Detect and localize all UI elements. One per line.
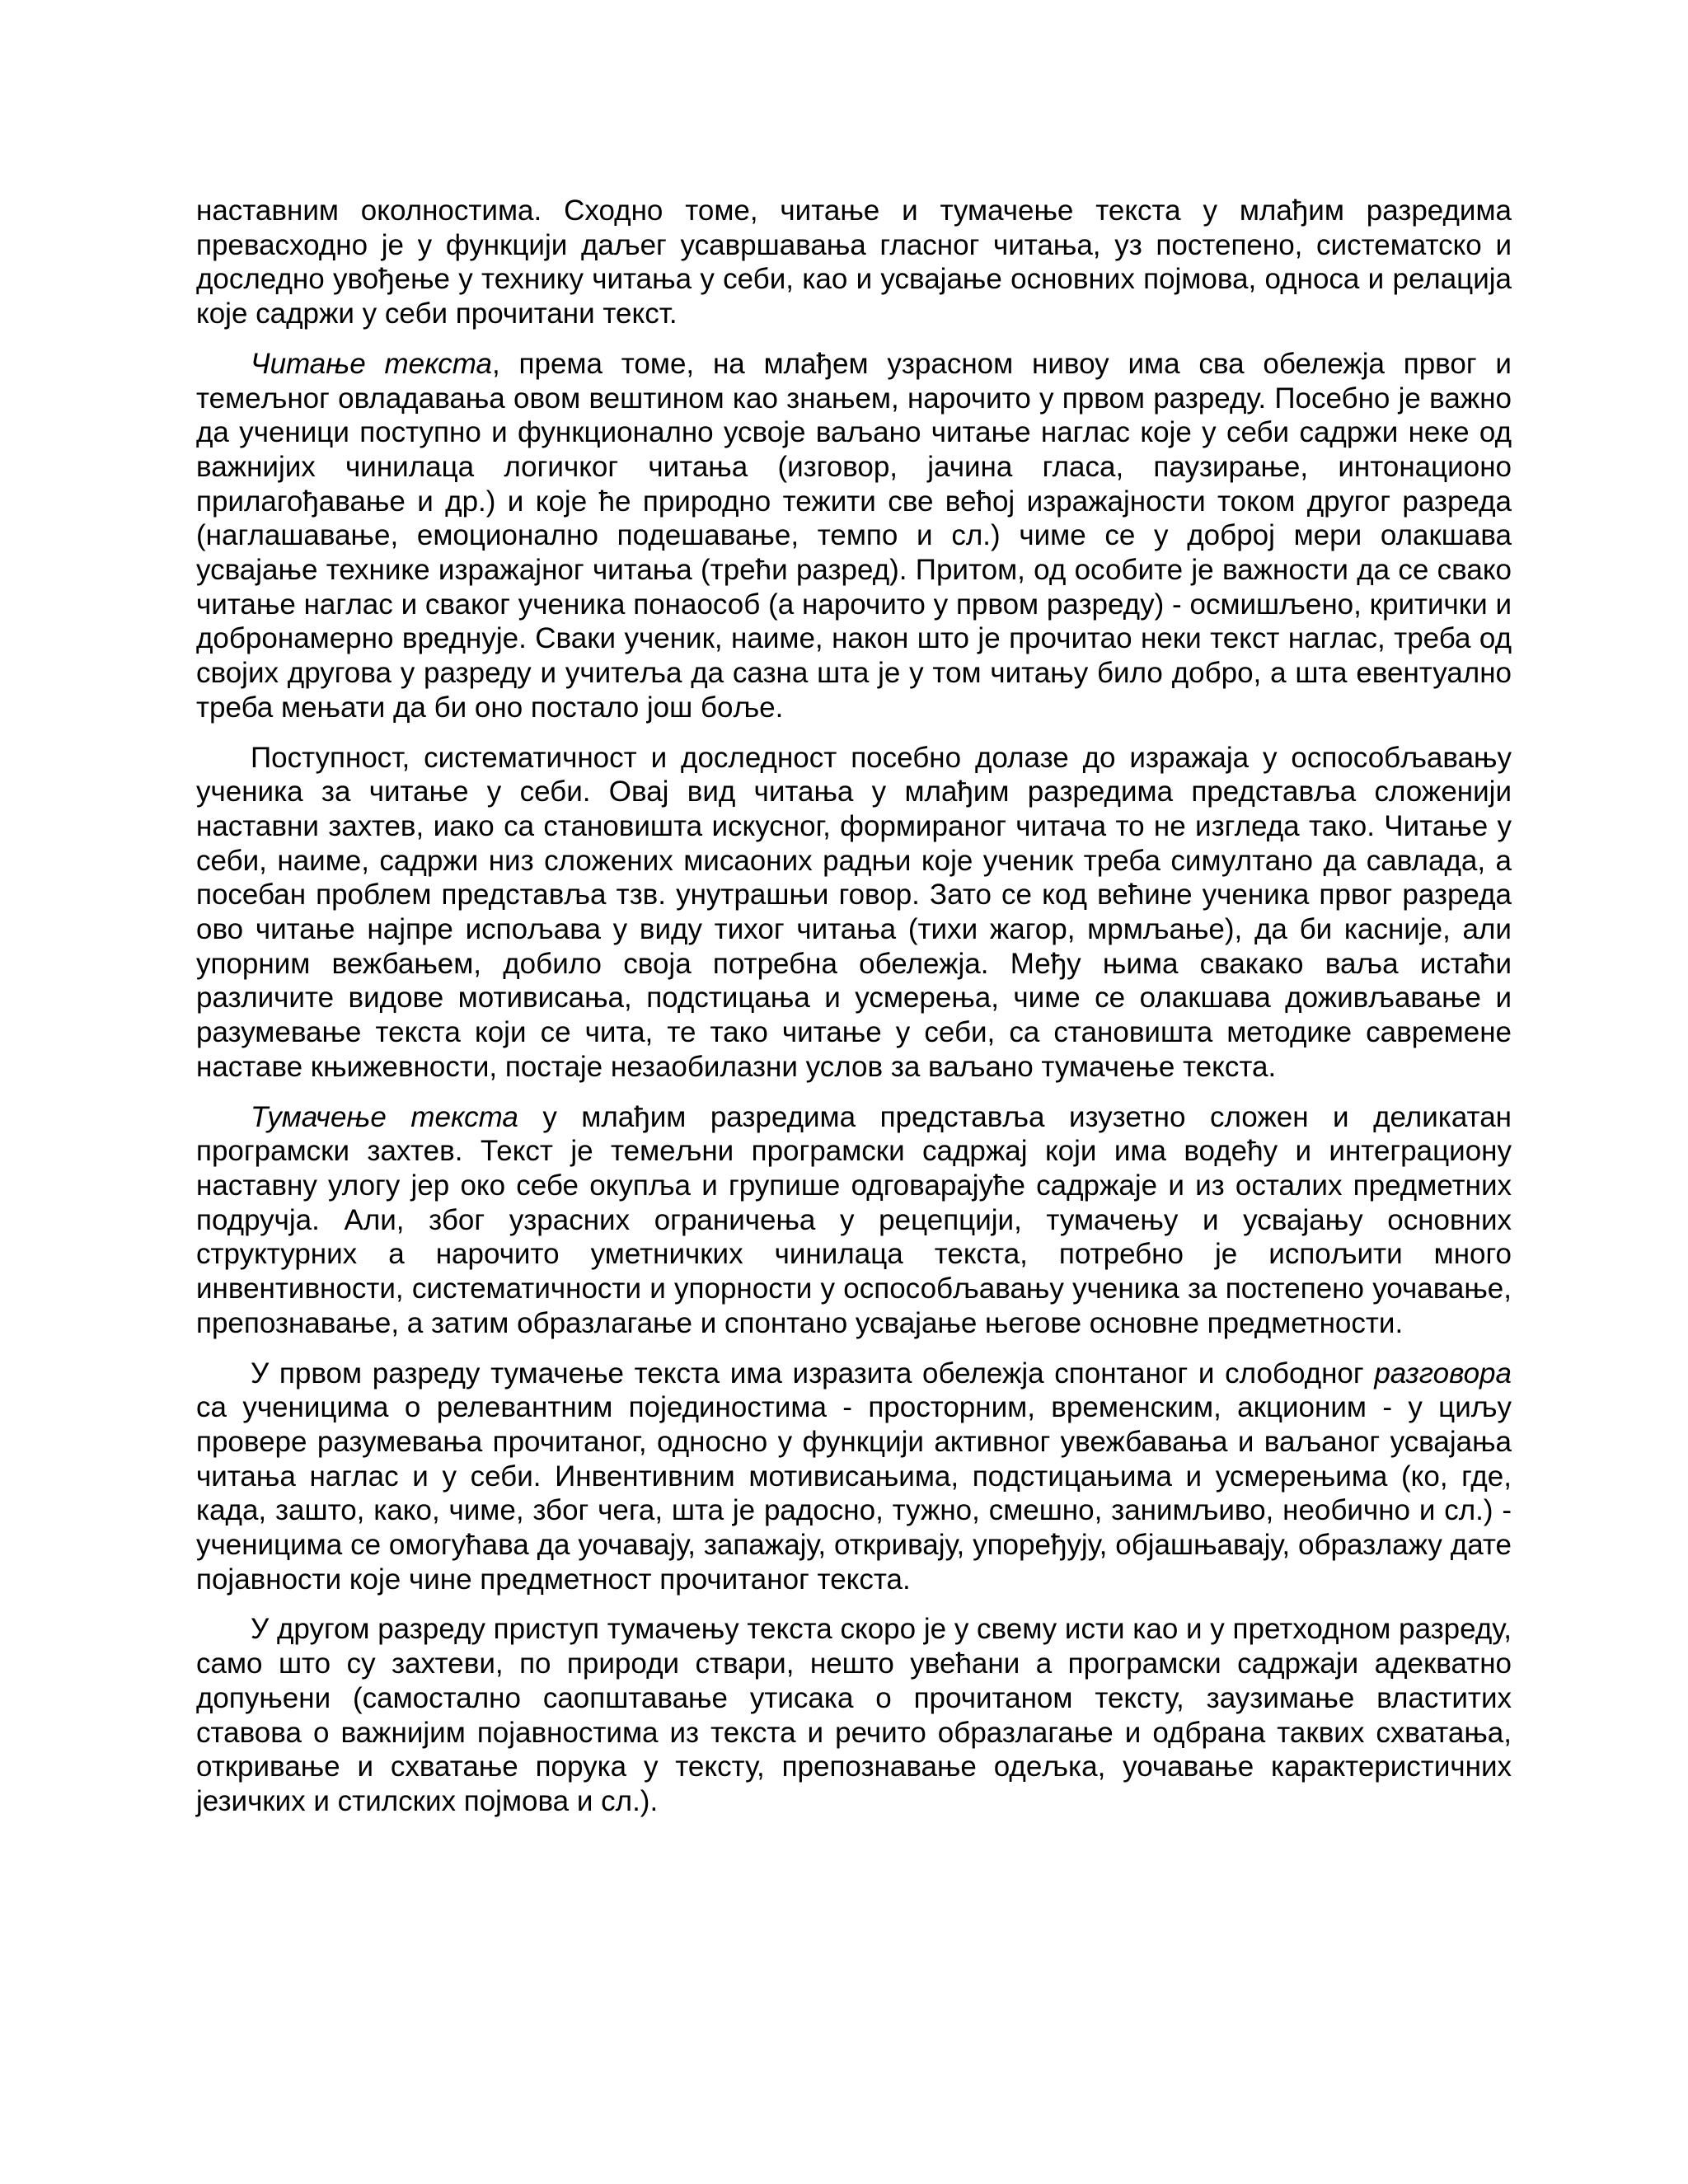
paragraph-5 [196,1357,1512,1597]
paragraph-5-text-a: У првом разреду тумачење текста има изразита обележја спонтаног и слободног [251,1357,1375,1390]
paragraph-3-text: Поступност, систематичност и доследност посебно долазе до изражаја у оспособљавању ученика за читање у себи. Овај вид читања у млађим разредима представља сложенији наставни захтев, иако са становишта искусног, формираног читача то не изгледа тако. Читање у себи, наиме, садржи низ сложених мисаоних радњи које ученик треба симултано да савлада, а посебан проблем представља тзв. унутрашњи говор. Зато се код већине ученика првог разреда ово читање најпре испољава у виду тихог читања (тихи жагор, мрмљање), да би касније, али упорним вежбањем, добило своја потребна обележја. Међу њима свакако ваља истаћи различите видове мотивисања, подстицања и усмерења, чиме се олакшава доживљавање и разумевање текста који се чита, те тако читање у себи, са становишта методике савремене наставе књижевности, постаје незаобилазни услов за ваљано тумачење текста. [196,741,1512,1083]
paragraph-4-text: у млађим разредима представља изузетно сложен и деликатан програмски захтев. Текст је темељни програмски садржај који има водећу и интеграциону наставну улогу јер око себе окупља и групише одговарајуће садржаје и из осталих предметних подручја. Али, због узрасних ограничења у рецепцији, тумачењу и усвајању основних структурних а нарочито уметничких чинилаца текста, потребно је испољити много инвентивности, систематичности и упорности у оспособљавању ученика за постепено уочавање, препознавање, а затим образлагање и спонтано усвајање његове основне предметности. [196,1100,1512,1339]
paragraph-4 [196,1100,1512,1341]
paragraph-1 [196,194,1512,331]
paragraph-2-text: , према томе, на млађем узрасном нивоу има сва обележја првог и темељног овладавања овом вештином као знањем, нарочито у првом разреду. Посебно је важно да ученици поступно и функционално усвоје ваљано читање наглас које у себи садржи неке од важнијих чинилаца логичког читања (изговор, јачина гласа, паузирање, интонационо прилагођавање и др.) и које ће природно тежити све већој изражајности током другог разреда (наглашавање, емоционално подешавање, темпо и сл.) чиме се у доброј мери олакшава усвајање технике изражајног читања (трећи разред). Притом, од особите је важности да се свако читање наглас и сваког ученика понаособ (а нарочито у првом разреду) - осмишљено, критички и добронамерно вреднује. Сваки ученик, наиме, након што је прочитао неки текст наглас, треба од својих другова у разреду и учитеља да сазна шта је у том читању било добро, а шта евентуално треба мењати да би оно постало још боље. [196,347,1512,724]
document-page [196,194,1512,1835]
paragraph-6 [196,1612,1512,1818]
paragraph-4-italic-term: Тумачење текста [251,1100,518,1133]
paragraph-5-italic-term: разговора [1374,1357,1512,1390]
paragraph-5-text-b: са ученицима о релевантним појединостима - просторним, временским, акционим - у циљу провере разумевања прочитаног, односно у функцији активног увежбавања и ваљаног усвајања читања наглас и у себи. Инвентивним мотивисањима, подстицањима и усмерењима (ко, где, када, зашто, како, чиме, због чега, шта је радосно, тужно, смешно, занимљиво, необично и сл.) - ученицима се омогућава да уочавају, запажају, откривају, упоређују, објашњавају, образлажу дате појавности које чине предметност прочитаног текста. [196,1391,1512,1596]
paragraph-1-text: наставним околностима. Сходно томе, читање и тумачење текста у млађим разредима превасходно је у функцији даљег усавршавања гласног читања, уз постепено, систематско и доследно увођење у технику читања у себи, као и усвајање основних појмова, односа и релација које садржи у себи прочитани текст. [196,194,1512,330]
paragraph-2 [196,347,1512,725]
paragraph-2-italic-term: Читање текста [251,347,492,380]
paragraph-3 [196,741,1512,1085]
paragraph-6-text: У другом разреду приступ тумачењу текста скоро је у свему исти као и у претходном разреду, само што су захтеви, по природи ствари, нешто увећани а програмски садржаји адекватно допуњени (самостално саопштавање утисака о прочитаном тексту, заузимање властитих ставова о важнијим појавностима из текста и речито образлагање и одбрана таквих схватања, откривање и схватање порука у тексту, препознавање одељка, уочавање карактеристичних језичких и стилских појмова и сл.). [196,1613,1512,1817]
